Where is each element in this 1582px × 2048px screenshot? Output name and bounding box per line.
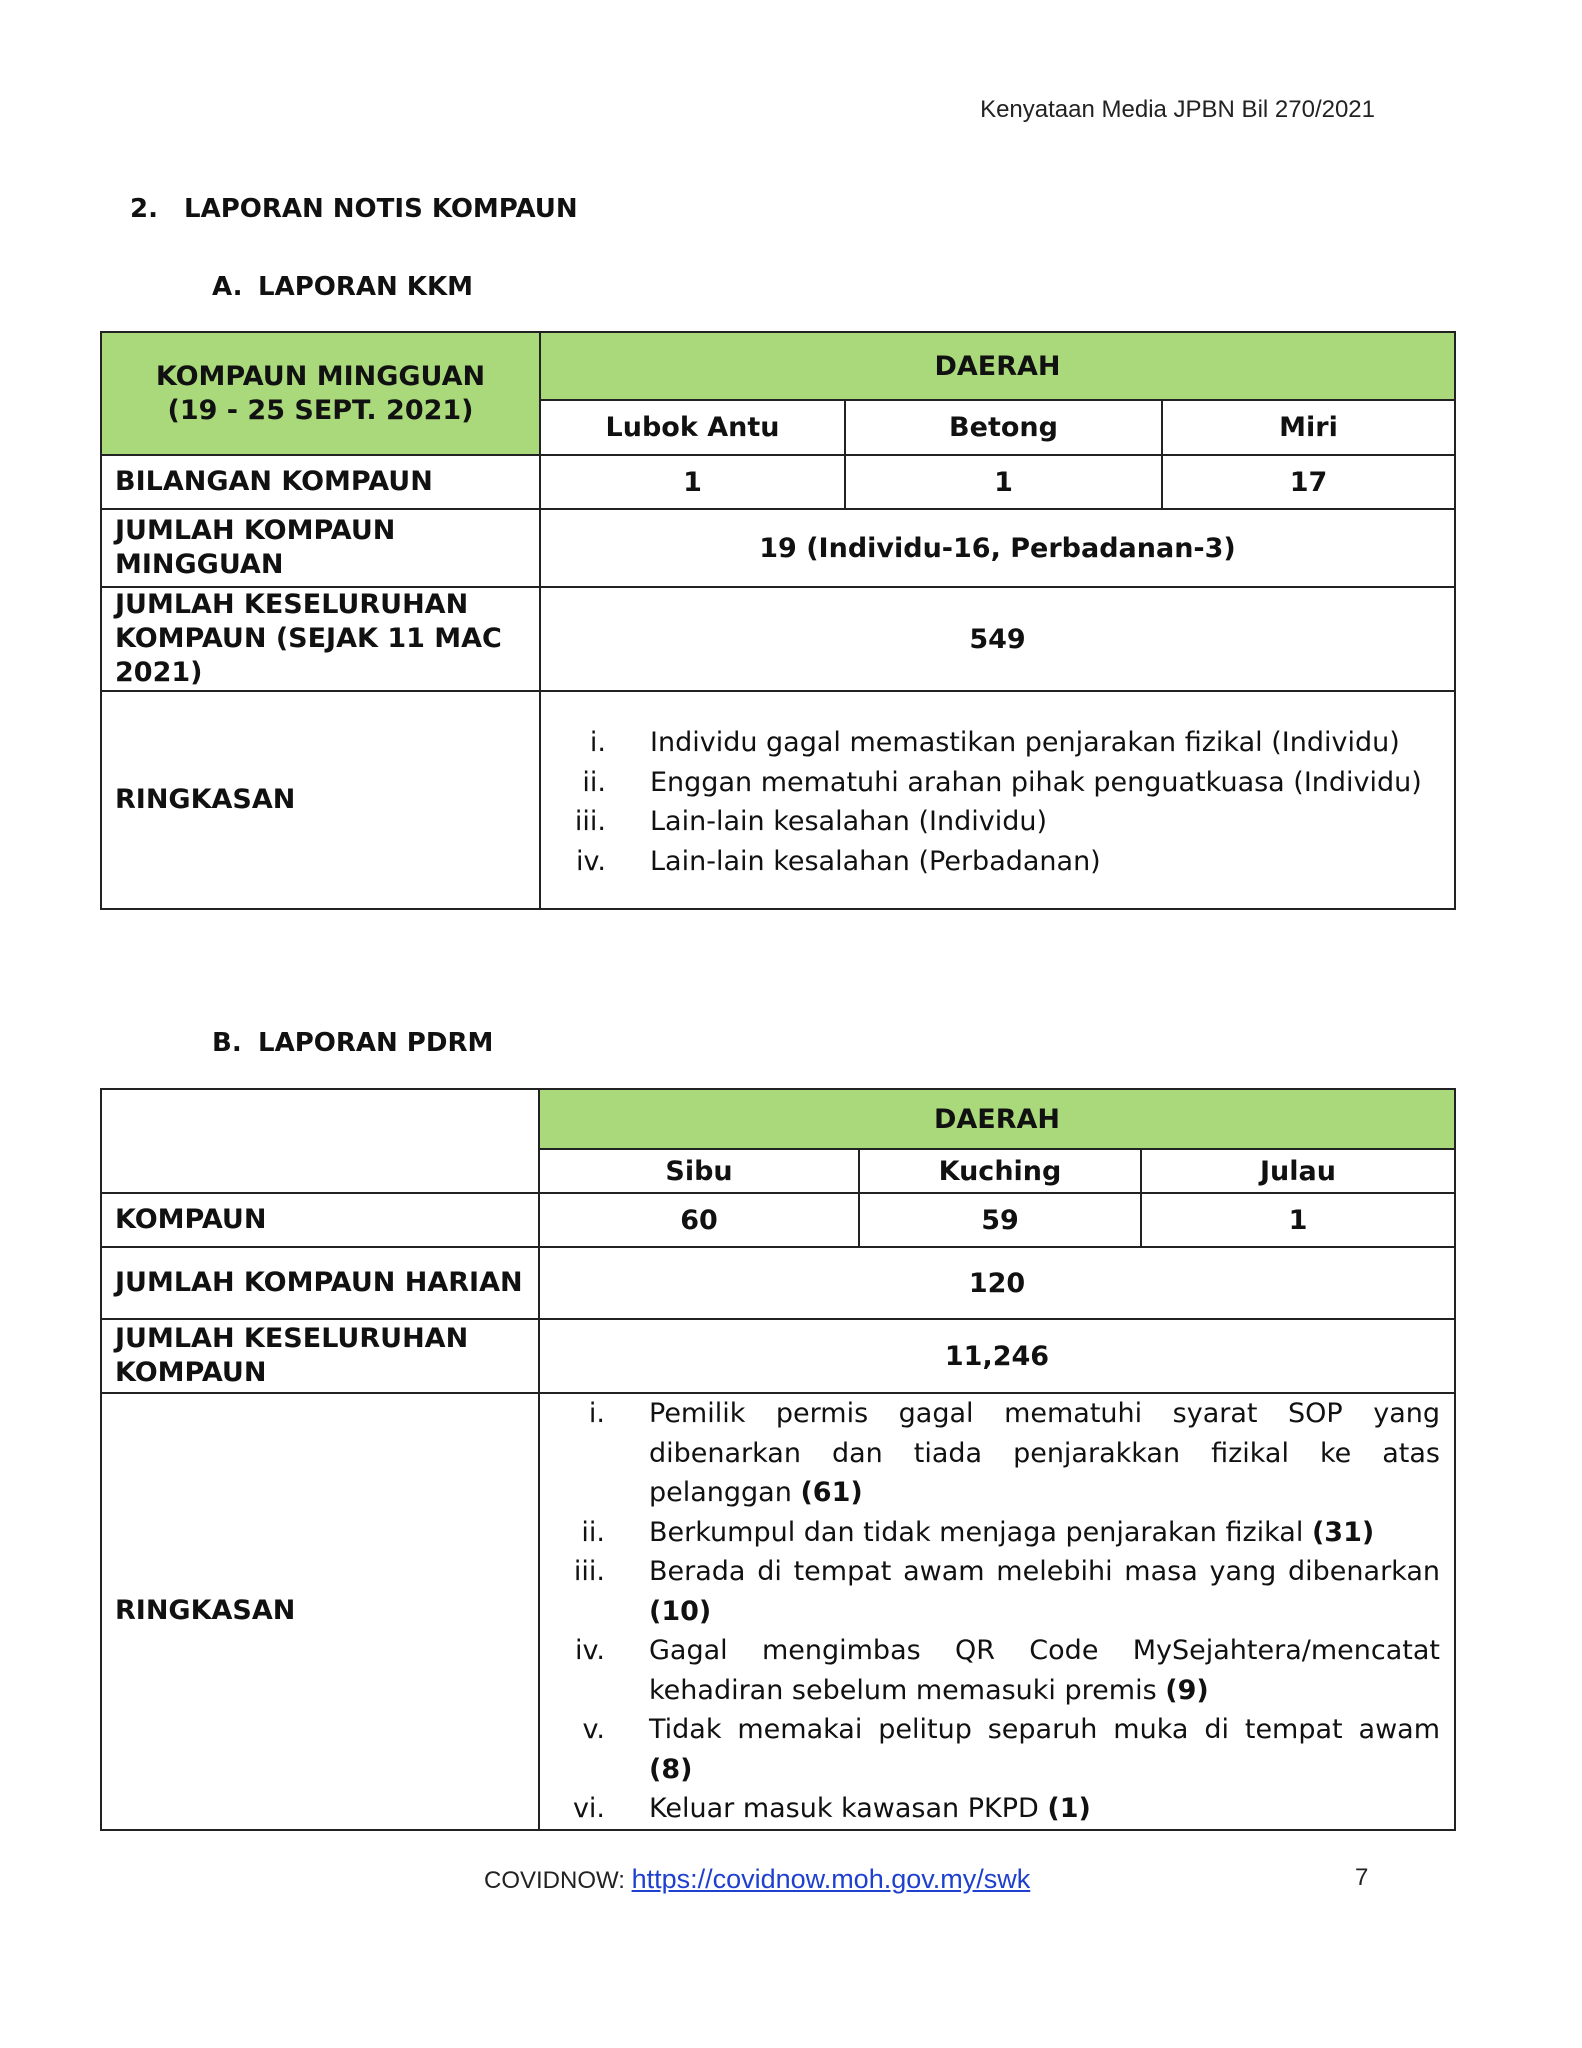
kkm-row-label-line: JUMLAH KESELURUHAN — [115, 589, 469, 620]
pdrm-ringkasan-list — [540, 1394, 1454, 1829]
pdrm-district-header: Kuching — [859, 1149, 1141, 1193]
list-item — [541, 802, 1454, 842]
kkm-ringkasan-label: RINGKASAN — [101, 691, 540, 909]
list-item-text: Enggan mematuhi arahan pihak penguatkuasa (Individu) — [650, 766, 1422, 798]
list-item-count: (1) — [1047, 1793, 1091, 1824]
list-item-count: (8) — [649, 1753, 693, 1785]
kkm-corner-line2: (19 - 25 SEPT. 2021) — [167, 394, 474, 426]
list-item — [540, 1513, 1454, 1553]
footer-label: COVIDNOW: — [484, 1867, 625, 1894]
list-item — [540, 1789, 1454, 1829]
kkm-district-header: Miri — [1162, 400, 1455, 455]
list-item-number: vi. — [572, 1793, 605, 1824]
list-item-count: (61) — [800, 1477, 863, 1508]
list-item-number: ii. — [582, 766, 606, 798]
pdrm-cell-value: 60 — [539, 1193, 859, 1247]
list-item — [540, 1631, 1454, 1710]
kkm-corner-header — [101, 332, 540, 455]
list-item-text: Lain-lain kesalahan (Perbadanan) — [650, 845, 1101, 877]
kkm-district-header: Betong — [845, 400, 1162, 455]
list-item-number: v. — [582, 1714, 605, 1745]
pdrm-daerah-header: DAERAH — [539, 1089, 1455, 1149]
kkm-weekly-total: 19 (Individu-16, Perbadanan-3) — [540, 509, 1455, 587]
pdrm-heading — [212, 1028, 493, 1058]
kkm-heading — [212, 272, 473, 302]
list-item — [540, 1552, 1454, 1631]
pdrm-row-label-line: JUMLAH KESELURUHAN — [115, 1323, 469, 1354]
kkm-cell-value: 1 — [540, 455, 845, 509]
list-item-number: iv. — [575, 1635, 605, 1666]
pdrm-ringkasan-cell — [539, 1393, 1455, 1830]
list-item-text — [649, 1631, 1454, 1710]
list-item — [541, 763, 1454, 803]
kkm-overall-total: 549 — [540, 587, 1455, 691]
kkm-row-label-line: MINGGUAN — [115, 549, 284, 580]
list-item-count: (9) — [1165, 1674, 1209, 1706]
pdrm-row-label-line: KOMPAUN — [115, 1357, 267, 1388]
kkm-ringkasan-cell — [540, 691, 1455, 909]
pdrm-daily-total: 120 — [539, 1247, 1455, 1319]
list-item-text: Lain-lain kesalahan (Individu) — [650, 806, 1047, 837]
footer — [484, 1864, 1030, 1895]
kkm-district-header: Lubok Antu — [540, 400, 845, 455]
list-item-number: iii. — [573, 1556, 605, 1587]
pdrm-letter: B. — [212, 1028, 242, 1058]
pdrm-district-header: Julau — [1141, 1149, 1455, 1193]
list-item-body: Tidak memakai pelitup separuh muka di tempat awam — [649, 1714, 1440, 1745]
kkm-daerah-header: DAERAH — [540, 332, 1455, 400]
kkm-row-label — [101, 587, 540, 691]
list-item-text — [649, 1552, 1454, 1631]
list-item-text — [649, 1513, 1454, 1553]
list-item-count: (10) — [649, 1595, 712, 1627]
pdrm-table — [100, 1088, 1456, 1831]
kkm-title: LAPORAN KKM — [258, 272, 473, 302]
list-item-text: Individu gagal memastikan penjarakan fizikal (Individu) — [650, 727, 1400, 758]
list-item-body: Gagal mengimbas QR Code MySejahtera/mencatat kehadiran sebelum memasuki premis — [649, 1635, 1440, 1706]
pdrm-district-header: Sibu — [539, 1149, 859, 1193]
list-item — [541, 842, 1454, 882]
pdrm-row-label — [101, 1319, 539, 1393]
list-item-count: (31) — [1311, 1516, 1375, 1548]
kkm-cell-value: 1 — [845, 455, 1162, 509]
list-item-body: Berkumpul dan tidak menjaga penjarakan fizikal — [649, 1516, 1304, 1548]
list-item-text — [649, 1394, 1454, 1513]
pdrm-title: LAPORAN PDRM — [258, 1028, 494, 1058]
pdrm-cell-value: 1 — [1141, 1193, 1455, 1247]
covidnow-link[interactable]: https://covidnow.moh.gov.my/swk — [631, 1864, 1031, 1894]
kkm-row-label — [101, 509, 540, 587]
kkm-row-label: BILANGAN KOMPAUN — [101, 455, 540, 509]
list-item-text — [649, 1789, 1454, 1829]
kkm-cell-value: 17 — [1162, 455, 1455, 509]
page-number: 7 — [1355, 1864, 1369, 1891]
section-title: LAPORAN NOTIS KOMPAUN — [184, 194, 578, 224]
list-item — [541, 723, 1454, 763]
list-item-body: Keluar masuk kawasan PKPD — [649, 1793, 1039, 1824]
list-item-body: Berada di tempat awam melebihi masa yang dibenarkan — [649, 1556, 1440, 1587]
kkm-row-label-line: KOMPAUN (SEJAK 11 MAC — [115, 623, 502, 654]
pdrm-row-label: KOMPAUN — [101, 1193, 539, 1247]
list-item-number: i. — [588, 1398, 605, 1429]
kkm-corner-line1: KOMPAUN MINGGUAN — [155, 360, 486, 392]
kkm-row-label-line: JUMLAH KOMPAUN — [115, 515, 396, 546]
pdrm-corner-empty — [101, 1089, 539, 1193]
pdrm-overall-total: 11,246 — [539, 1319, 1455, 1393]
list-item-number: ii. — [581, 1516, 605, 1548]
list-item — [540, 1394, 1454, 1513]
list-item-text — [649, 1710, 1454, 1789]
section-number: 2. — [130, 194, 158, 224]
kkm-table — [100, 331, 1456, 910]
list-item-number: iv. — [576, 845, 606, 877]
kkm-letter: A. — [212, 272, 243, 302]
section-heading — [130, 194, 578, 224]
document-reference: Kenyataan Media JPBN Bil 270/2021 — [980, 96, 1375, 123]
list-item-number: i. — [589, 727, 606, 758]
kkm-ringkasan-list — [541, 723, 1454, 881]
list-item — [540, 1710, 1454, 1789]
pdrm-ringkasan-label: RINGKASAN — [101, 1393, 539, 1830]
kkm-row-label-line: 2021) — [115, 657, 203, 688]
pdrm-cell-value: 59 — [859, 1193, 1141, 1247]
pdrm-row-label: JUMLAH KOMPAUN HARIAN — [101, 1247, 539, 1319]
list-item-body: Pemilik permis gagal mematuhi syarat SOP yang dibenarkan dan tiada penjarakkan fizikal ke atas pelanggan — [649, 1398, 1440, 1508]
list-item-number: iii. — [574, 806, 606, 837]
